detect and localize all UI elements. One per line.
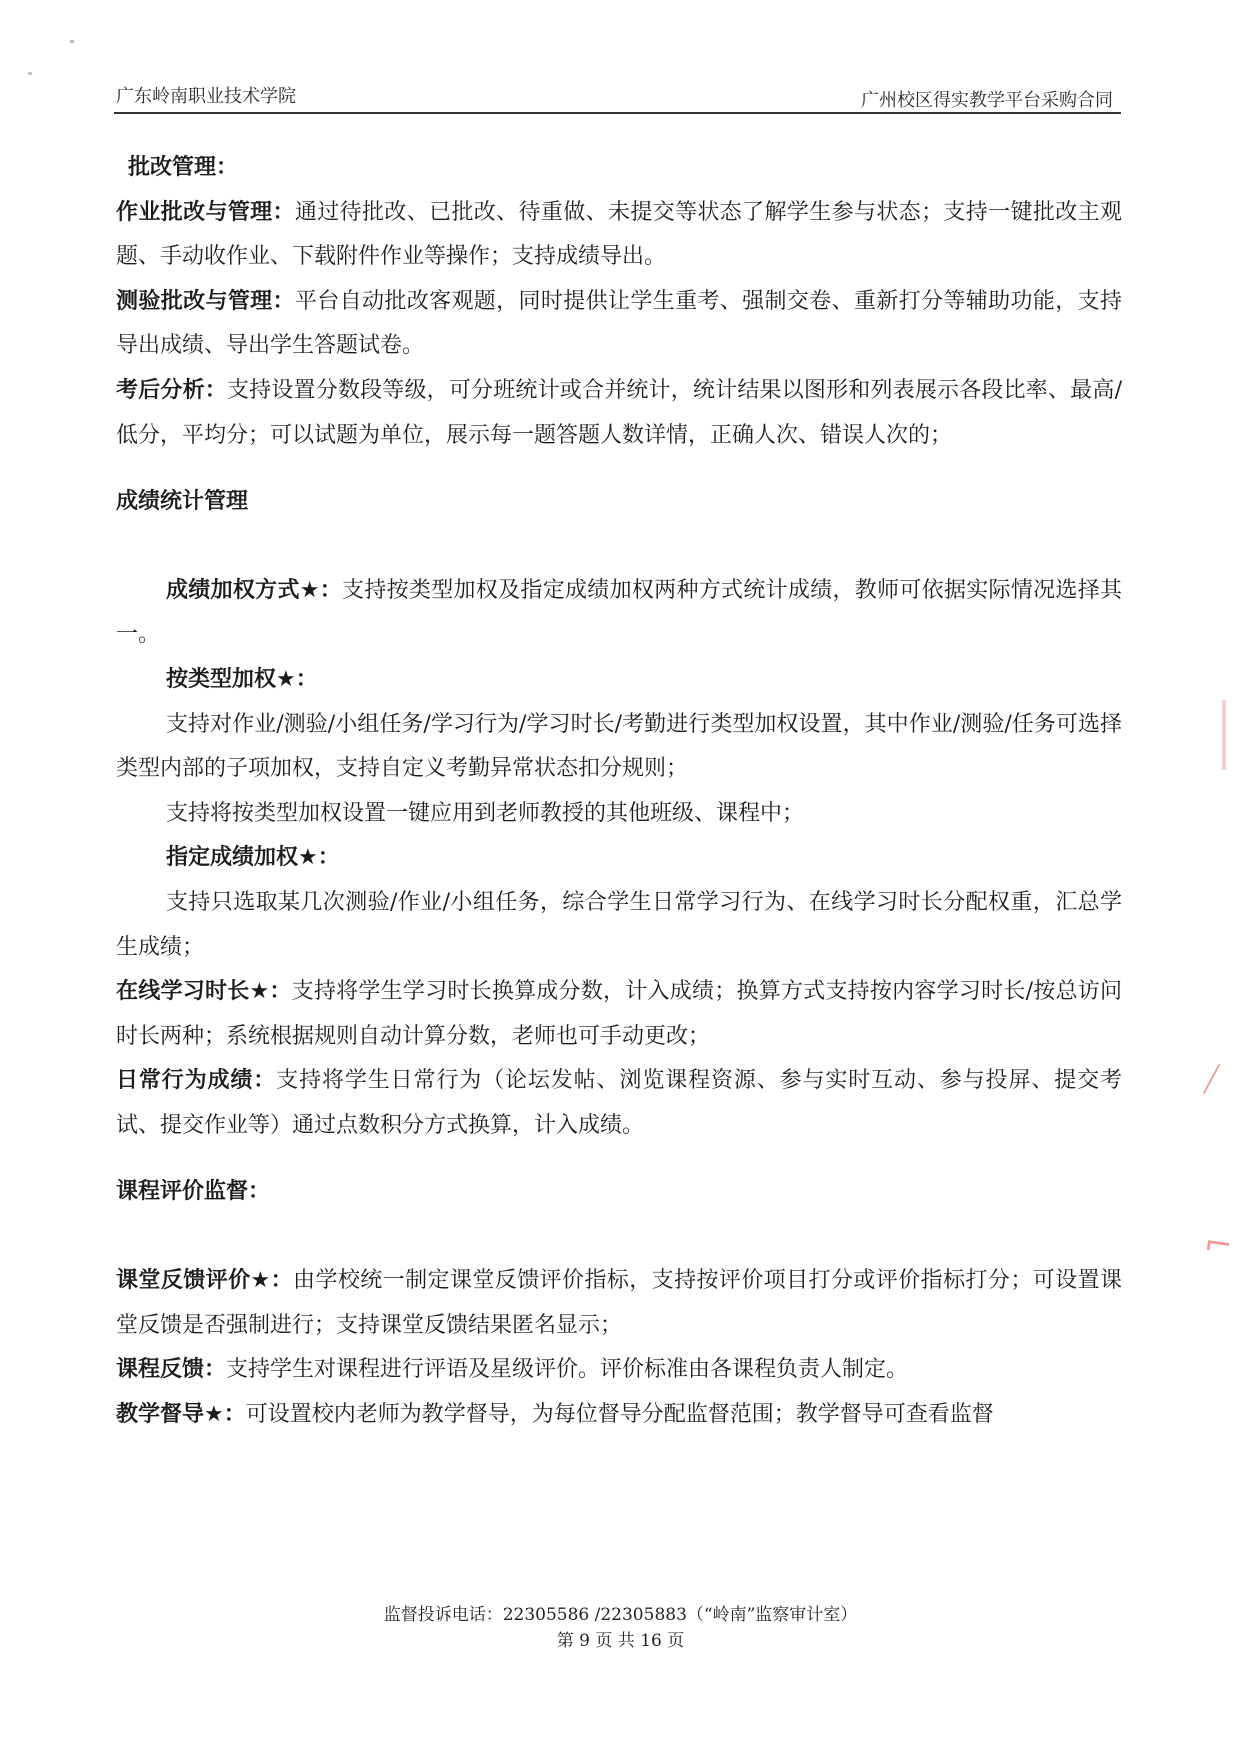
subheading-type-weighting: 按类型加权★： [166, 666, 318, 692]
section-heading-course-evaluation: 课程评价监督： [116, 1179, 271, 1205]
section-heading-grading: 批改管理： [128, 155, 239, 180]
paragraph-daily-behavior: 日常行为成绩：支持将学生日常行为（论坛发帖、浏览课程资源、参与实时互动、参与投屏、提交考试、提交作业等）通过点数积分方式换算，计入成绩。 [116, 1068, 1122, 1138]
header-divider [114, 112, 1121, 114]
footer-page-number: 第 9 页 共 16 页 [556, 1631, 685, 1651]
paragraph-type-weighting-apply: 支持将按类型加权设置一键应用到老师教授的其他班级、课程中； [166, 800, 805, 826]
subheading-specified-weighting: 指定成绩加权★： [166, 845, 340, 871]
scan-speck [70, 40, 74, 43]
header-institution: 广东岭南职业技术学院 [116, 86, 296, 107]
paragraph-course-feedback: 课程反馈：支持学生对课程进行评语及星级评价。评价标准由各课程负责人制定。 [116, 1357, 909, 1383]
seal-fragment-top [1222, 700, 1226, 770]
paragraph-teaching-supervision: 教学督导★：可设置校内老师为教学督导，为每位督导分配监督范围；教学督导可查看监督 [116, 1401, 994, 1427]
seal-fragment-mid: ⟋ [1196, 1057, 1228, 1103]
paragraph-type-weighting-detail: 支持对作业/测验/小组任务/学习行为/学习时长/考勤进行类型加权设置，其中作业/测验/任务可选择类型内部的子项加权，支持自定义考勤异常状态扣分规则； [116, 711, 1122, 782]
document-body [116, 146, 1122, 1437]
paragraph-post-exam-analysis: 考后分析：支持设置分数段等级，可分班统计或合并统计，统计结果以图形和列表展示各段比率、最高/低分，平均分；可以试题为单位，展示每一题答题人数详情，正确人次、错误人次的； [116, 377, 1122, 448]
header-contract-title: 广州校区得实教学平台采购合同 [861, 90, 1113, 111]
section-heading-score-stats: 成绩统计管理 [116, 489, 249, 515]
paragraph-online-study-time: 在线学习时长★：支持将学生学习时长换算成分数，计入成绩；换算方式支持按内容学习时长/按总访问时长两种；系统根据规则自动计算分数，老师也可手动更改； [116, 979, 1122, 1049]
paragraph-weighting-method: 成绩加权方式★：支持按类型加权及指定成绩加权两种方式统计成绩，教师可依据实际情况选择其一。 [116, 577, 1122, 648]
seal-fragment-bottom: ⌐ [1201, 1223, 1236, 1267]
scan-speck [28, 72, 32, 75]
paragraph-homework-grading: 作业批改与管理：通过待批改、已批改、待重做、未提交等状态了解学生参与状态；支持一键批改主观题、手动收作业、下载附件作业等操作；支持成绩导出。 [116, 199, 1122, 270]
footer-complaint-hotline: 监督投诉电话：22305586 /22305883（“岭南”监察审计室） [383, 1605, 858, 1625]
paragraph-class-feedback: 课堂反馈评价★：由学校统一制定课堂反馈评价指标，支持按评价项目打分或评价指标打分；可设置课堂反馈是否强制进行；支持课堂反馈结果匿名显示； [116, 1268, 1122, 1338]
paragraph-quiz-grading: 测验批改与管理：平台自动批改客观题，同时提供让学生重考、强制交卷、重新打分等辅助功能，支持导出成绩、导出学生答题试卷。 [116, 288, 1122, 359]
paragraph-specified-weighting-detail: 支持只选取某几次测验/作业/小组任务，综合学生日常学习行为、在线学习时长分配权重，汇总学生成绩； [116, 889, 1122, 960]
